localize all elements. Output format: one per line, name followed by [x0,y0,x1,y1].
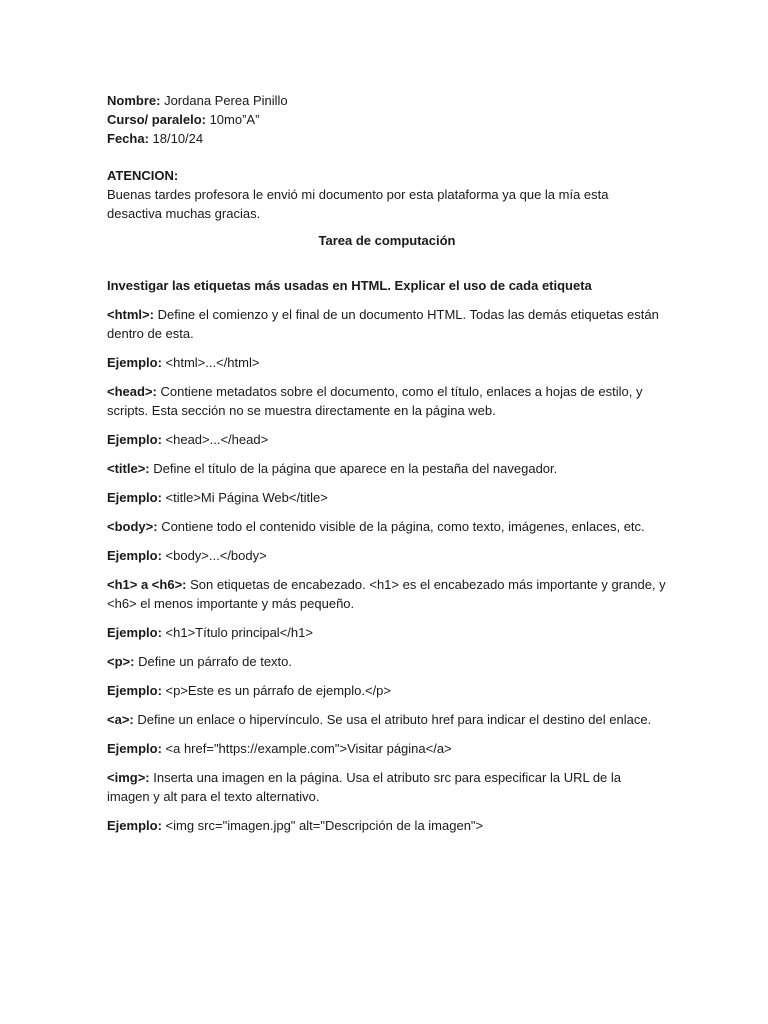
name-value: Jordana Perea Pinillo [160,93,288,108]
example-paragraph [107,353,667,372]
tag-description-paragraph [107,652,667,671]
tag-name: <title>: [107,461,150,476]
example-code: <img src="imagen.jpg" alt="Descripción de la imagen"> [161,818,484,833]
example-label: Ejemplo: [107,741,162,756]
example-code: <head>...</head> [161,432,269,447]
spacer [107,148,667,166]
example-paragraph [107,546,667,565]
tag-description: Define un enlace o hipervínculo. Se usa el atributo href para indicar el destino del enlace. [133,712,652,727]
name-label: Nombre: [107,93,161,108]
document-title: Tarea de computación [318,233,456,248]
example-code: <p>Este es un párrafo de ejemplo.</p> [161,683,392,698]
example-code: <title>Mi Página Web</title> [161,490,328,505]
example-code: <a href="https://example.com">Visitar página</a> [161,741,452,756]
example-label: Ejemplo: [107,355,162,370]
tag-description: Contiene todo el contenido visible de la página, como texto, imágenes, enlaces, etc. [157,519,645,534]
example-code: <body>...</body> [161,548,267,563]
example-label: Ejemplo: [107,432,162,447]
example-paragraph [107,488,667,507]
tag-name: <img>: [107,770,150,785]
example-label: Ejemplo: [107,818,162,833]
tag-description-paragraph [107,305,667,343]
tag-name: <a>: [107,712,134,727]
example-paragraph [107,739,667,758]
example-paragraph [107,681,667,700]
attention-text: Buenas tardes profesora le envió mi documento por esta plataforma ya que la mía esta desactiva muchas gracias. [107,187,609,221]
date-line [107,129,667,148]
course-label: Curso/ paralelo: [107,112,206,127]
tag-description-paragraph [107,459,667,478]
tag-name: <html>: [107,307,154,322]
document-body [107,91,667,845]
course-line [107,110,667,129]
tag-description-paragraph [107,768,667,806]
course-value: 10mo”A” [205,112,260,127]
attention-label: ATENCION: [107,168,179,183]
example-label: Ejemplo: [107,548,162,563]
tag-description: Inserta una imagen en la página. Usa el atributo src para especificar la URL de la imagen y alt para el texto alternativo. [107,770,622,804]
tag-list [107,305,667,835]
example-label: Ejemplo: [107,683,162,698]
date-value: 18/10/24 [148,131,204,146]
tag-description: Define el comienzo y el final de un documento HTML. Todas las demás etiquetas están dentro de esta. [107,307,659,341]
student-name-line [107,91,667,110]
tag-name: <p>: [107,654,135,669]
tag-name: <head>: [107,384,157,399]
tag-description: Contiene metadatos sobre el documento, como el título, enlaces a hojas de estilo, y scripts. Esta sección no se muestra directamente en la página web. [107,384,643,418]
example-label: Ejemplo: [107,490,162,505]
example-label: Ejemplo: [107,625,162,640]
tag-description: Define un párrafo de texto. [134,654,293,669]
date-label: Fecha: [107,131,149,146]
tag-description-paragraph [107,710,667,729]
tag-name: <h1> a <h6>: [107,577,187,592]
tag-description-paragraph [107,575,667,613]
example-paragraph [107,430,667,449]
tag-description-paragraph [107,382,667,420]
tag-name: <body>: [107,519,158,534]
spacer [107,250,667,276]
example-code: <html>...</html> [161,355,260,370]
assignment-question: Investigar las etiquetas más usadas en HTML. Explicar el uso de cada etiqueta [107,278,592,293]
tag-description-paragraph [107,517,667,536]
tag-description: Define el título de la página que aparece en la pestaña del navegador. [149,461,558,476]
example-paragraph [107,816,667,835]
tag-description: Son etiquetas de encabezado. <h1> es el encabezado más importante y grande, y <h6> el menos importante y más pequeño. [107,577,666,611]
example-code: <h1>Título principal</h1> [161,625,313,640]
example-paragraph [107,623,667,642]
